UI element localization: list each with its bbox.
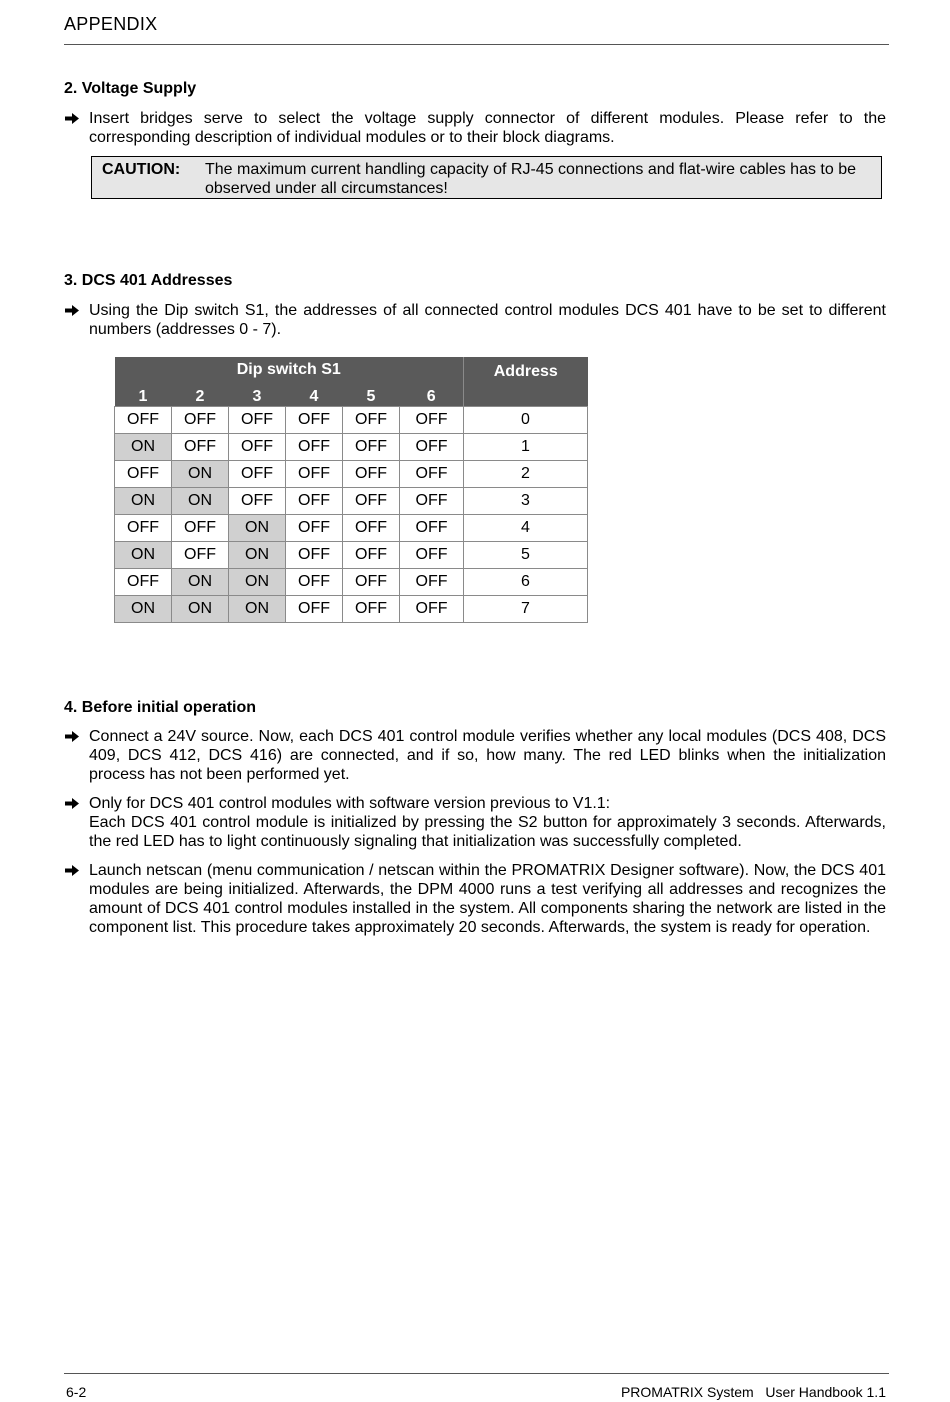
switch-cell: OFF: [286, 433, 343, 460]
address-header: Address: [464, 357, 588, 406]
switch-cell: OFF: [400, 514, 464, 541]
switch-cell: OFF: [286, 595, 343, 622]
address-cell: 1: [464, 433, 588, 460]
switch-cell: OFF: [172, 433, 229, 460]
switch-cell: ON: [115, 541, 172, 568]
switch-cell: OFF: [229, 406, 286, 433]
caution-box: [91, 156, 882, 199]
bullet-text-line: Each DCS 401 control module is initialized by pressing the S2 button for approximately 3 seconds. Afterwards, the red LED has to light continuously signaling that initialization was successfully completed.: [89, 814, 886, 850]
switch-cell: ON: [172, 487, 229, 514]
bullet-text: Connect a 24V source. Now, each DCS 401 control module verifies whether any local modules (DCS 408, DCS 409, DCS 412, DCS 416) are connected, and if so, how many. The red LED blinks when the initialization process has not been performed yet.: [89, 728, 886, 783]
arrow-right-icon: [64, 109, 80, 128]
switch-cell: OFF: [343, 406, 400, 433]
switch-cell: OFF: [172, 406, 229, 433]
page-header-title: APPENDIX: [64, 14, 158, 34]
address-cell: 2: [464, 460, 588, 487]
table-row: [115, 595, 588, 622]
switch-number: 6: [400, 382, 464, 406]
switch-cell: OFF: [343, 568, 400, 595]
switch-cell: OFF: [286, 406, 343, 433]
switch-cell: OFF: [229, 460, 286, 487]
switch-cell: ON: [115, 595, 172, 622]
switch-cell: OFF: [115, 568, 172, 595]
switch-number: 4: [286, 382, 343, 406]
address-cell: 0: [464, 406, 588, 433]
bullet-dcs-addresses: [64, 301, 886, 339]
bullet-launch-netscan: [64, 861, 886, 937]
switch-number: 3: [229, 382, 286, 406]
address-cell: 5: [464, 541, 588, 568]
arrow-right-icon: [64, 861, 80, 880]
switch-cell: ON: [172, 568, 229, 595]
switch-cell: OFF: [115, 406, 172, 433]
bullet-text: Insert bridges serve to select the voltage supply connector of different modules. Please refer to the corresponding description of individual modules or to their block diagrams.: [89, 110, 886, 146]
page-number: 6-2: [66, 1384, 87, 1400]
switch-cell: OFF: [400, 433, 464, 460]
switch-cell: OFF: [229, 487, 286, 514]
switch-cell: OFF: [400, 460, 464, 487]
address-cell: 3: [464, 487, 588, 514]
switch-cell: OFF: [115, 514, 172, 541]
switch-cell: OFF: [343, 487, 400, 514]
switch-cell: ON: [229, 595, 286, 622]
switch-number: 5: [343, 382, 400, 406]
section-heading-dcs-addresses: 3. DCS 401 Addresses: [64, 272, 233, 289]
switch-cell: OFF: [400, 406, 464, 433]
section-heading-initial-operation: 4. Before initial operation: [64, 699, 257, 716]
table-row: [115, 541, 588, 568]
switch-cell: OFF: [343, 541, 400, 568]
address-cell: 4: [464, 514, 588, 541]
switch-cell: OFF: [172, 541, 229, 568]
switch-cell: OFF: [400, 487, 464, 514]
switch-cell: OFF: [172, 514, 229, 541]
table-row: [115, 568, 588, 595]
bullet-text: Using the Dip switch S1, the addresses of all connected control modules DCS 401 have to be set to different numbers (addresses 0 - 7).: [89, 302, 886, 338]
section-heading-voltage-supply: 2. Voltage Supply: [64, 80, 197, 97]
switch-cell: OFF: [343, 433, 400, 460]
switch-cell: ON: [115, 487, 172, 514]
caution-label: CAUTION:: [102, 161, 181, 178]
bullet-connect-source: [64, 727, 886, 784]
arrow-right-icon: [64, 301, 80, 320]
table-row: [115, 406, 588, 433]
bullet-text: Launch netscan (menu communication / netscan within the PROMATRIX Designer software). Now, the DCS 401 modules are being initialized. Afterwards, the DPM 4000 runs a test verifying all addresses and recognizes the amount of DCS 401 control modules installed in the system. All components sharing the network are listed in the component list. This procedure takes approximately 20 seconds. Afterwards, the system is ready for operation.: [89, 862, 886, 936]
switch-cell: OFF: [286, 487, 343, 514]
switch-cell: OFF: [229, 433, 286, 460]
arrow-right-icon: [64, 794, 80, 813]
bullet-text-line: Only for DCS 401 control modules with software version previous to V1.1:: [89, 795, 611, 812]
switch-cell: ON: [115, 433, 172, 460]
document-title: PROMATRIX System User Handbook 1.1: [620, 1384, 886, 1400]
arrow-right-icon: [64, 727, 80, 746]
switch-cell: OFF: [343, 595, 400, 622]
switch-cell: ON: [229, 568, 286, 595]
switch-cell: OFF: [286, 514, 343, 541]
dip-switch-table: [114, 357, 588, 623]
switch-cell: OFF: [286, 541, 343, 568]
table-row: [115, 433, 588, 460]
switch-cell: ON: [172, 460, 229, 487]
dip-switch-header: Dip switch S1: [115, 357, 464, 382]
switch-cell: ON: [229, 514, 286, 541]
switch-cell: OFF: [286, 568, 343, 595]
address-cell: 7: [464, 595, 588, 622]
switch-cell: OFF: [400, 541, 464, 568]
bullet-software-version: [64, 794, 886, 851]
caution-text: The maximum current handling capacity of RJ-45 connections and flat-wire cables has to be observed under all circumstances!: [205, 161, 856, 197]
address-cell: 6: [464, 568, 588, 595]
footer-rule: [64, 1373, 889, 1374]
switch-cell: OFF: [343, 460, 400, 487]
switch-cell: OFF: [400, 568, 464, 595]
switch-number: 2: [172, 382, 229, 406]
switch-cell: OFF: [115, 460, 172, 487]
table-row: [115, 487, 588, 514]
switch-cell: OFF: [400, 595, 464, 622]
header-rule: [64, 44, 889, 45]
switch-cell: ON: [229, 541, 286, 568]
switch-cell: OFF: [286, 460, 343, 487]
switch-cell: OFF: [343, 514, 400, 541]
bullet-text-block: [89, 794, 886, 851]
switch-number: 1: [115, 382, 172, 406]
table-row: [115, 460, 588, 487]
dip-table-body: [115, 406, 588, 622]
bullet-voltage-supply: [64, 109, 886, 147]
switch-cell: ON: [172, 595, 229, 622]
table-row: [115, 514, 588, 541]
